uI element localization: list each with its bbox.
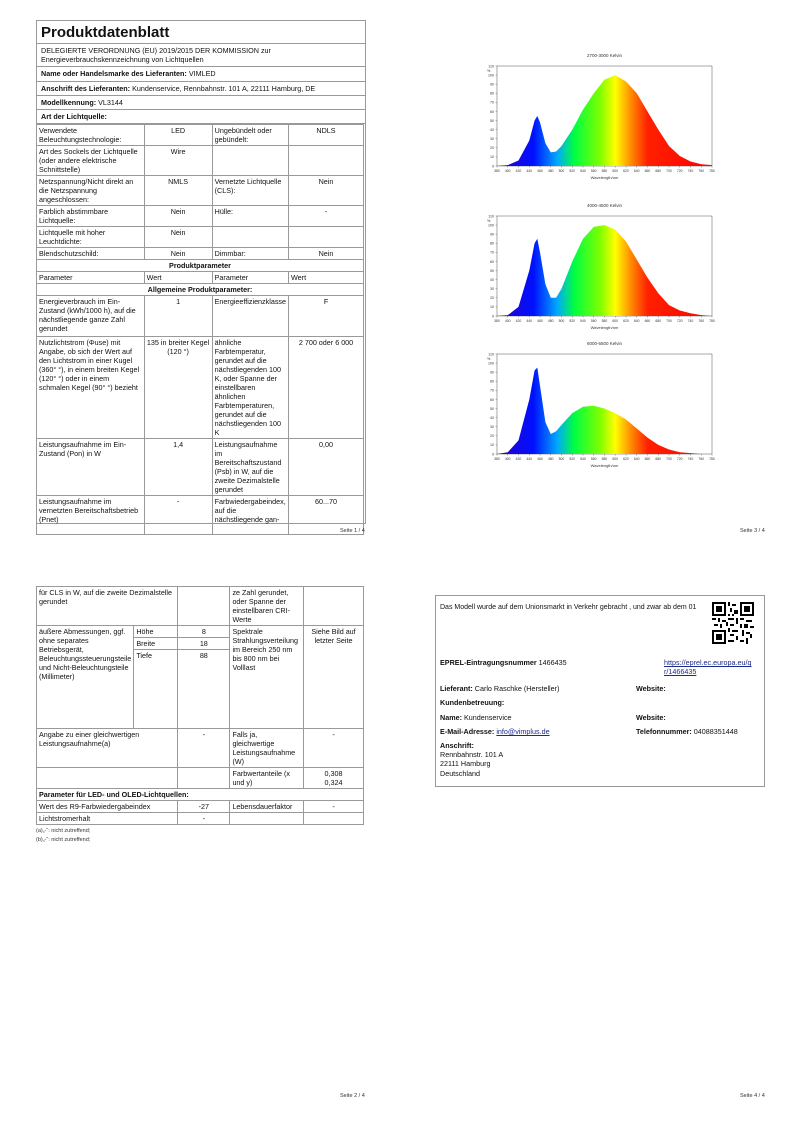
x-tick-label: 420 [515,457,522,461]
param-value-cell: 2 700 oder 6 000 [289,337,364,439]
param-value-cell: Wire [144,146,212,176]
x-tick-label: 740 [687,457,694,461]
color-coords-value [304,768,364,789]
color-x-value: 0,308 [324,769,343,778]
param-label-cell [212,227,288,248]
dimensions-label: äußere Abmessungen, ggf. ohne separates Betriebsgerät, Beleuchtungssteuerungsteile und Nicht-Beleuchtungsteile (Millimeter) [37,626,134,729]
x-tick-label: 420 [515,319,522,323]
website-label: Website: [636,684,666,693]
x-tick-label: 400 [504,169,511,173]
light-source-table [36,124,364,535]
param-label-cell: Hülle: [212,206,288,227]
eprel-value: 1466435 [538,658,567,667]
y-tick-label: 0 [492,314,494,319]
type-header: Art der Lichtquelle: [37,110,365,124]
empty-cell [178,768,230,789]
param-label-cell: Lichtquelle mit hoher Leuchtdichte: [37,227,145,248]
model-label: Modellkennung: [41,97,97,107]
param-value-cell: NMLS [144,176,212,206]
x-tick-label: 720 [676,457,683,461]
param-label-cell: Energieverbrauch im Ein-Zustand (kWh/1000 h), auf die nächstliegende ganze Zahl gerundet [37,296,145,337]
x-tick-label: 780 [709,169,715,173]
x-tick-label: 600 [612,457,619,461]
param-value-cell [289,146,364,176]
website-label-2: Website: [636,713,666,722]
param-value-cell: Nein [289,248,364,260]
name-label: Name: [440,713,462,722]
x-tick-label: 680 [655,169,662,173]
empty-cell [304,587,364,626]
param-label-cell: Nutzlichtstrom (Φuse) mit Angabe, ob sich der Wert auf den Lichtstrom in einer Kugel (360° °), in einem breiten Kegel (120° °) oder in einem schmalen Kegel (90° °) bezieht [37,337,145,439]
y-tick-label: 20 [490,434,494,439]
x-tick-label: 580 [601,457,608,461]
x-tick-label: 560 [590,169,597,173]
param-value-cell: 1,4 [144,439,212,496]
email-label: E-Mail-Adresse: [440,727,495,736]
x-tick-label: 660 [644,319,651,323]
param-value-cell: NDLS [289,125,364,146]
value-col-header-2: Wert [289,272,364,284]
param-label-cell: Art des Sockels der Lichtquelle (oder andere elektrische Schnittstelle) [37,146,145,176]
model-row [37,96,365,110]
color-y-value: 0,324 [324,778,343,787]
x-tick-label: 760 [698,169,705,173]
x-tick-label: 620 [623,169,629,173]
x-tick-label: 500 [558,319,565,323]
table-row [37,125,364,146]
y-tick-label: 80 [490,379,494,384]
y-tick-label: 60 [490,109,494,114]
y-tick-label: 50 [490,268,494,273]
x-tick-label: 560 [590,457,597,461]
x-axis-label: Wavelength/nm [590,463,619,468]
x-tick-label: 440 [526,169,533,173]
y-tick-label: 100 [488,361,494,366]
table-row [37,496,364,535]
color-coords-label: Farbwertanteile (x und y) [230,768,304,789]
market-intro: Das Modell wurde auf dem Unionsmarkt in Verkehr gebracht , und zwar ab dem 01 [440,604,697,611]
cont-left-cell: für CLS in W, auf die zweite Dezimalstelle gerundet [37,587,178,626]
life-factor-label: Lebensdauerfaktor [230,801,304,813]
y-tick-label: 50 [490,406,494,411]
x-tick-label: 780 [709,457,715,461]
page-number-4: Seite 4 / 4 [740,1093,765,1099]
supplier-value: Carlo Raschke (Hersteller) [474,684,560,693]
y-tick-label: 80 [490,241,494,246]
x-tick-label: 400 [504,457,511,461]
param-label-cell: Netzspannung/Nicht direkt an die Netzspannung angeschlossen: [37,176,145,206]
page-2-table [36,586,364,825]
supplier-row [37,67,365,81]
param-value-cell: 135 in breiter Kegel (120 °) [144,337,212,439]
x-tick-label: 720 [676,169,683,173]
dim-height-label: Höhe [134,626,178,638]
address-line-1: Rennbahnstr. 101 A [440,750,504,760]
maintenance-value: - [178,813,230,825]
param-value-cell: Nein [144,227,212,248]
x-tick-label: 380 [494,457,500,461]
y-axis-label: % [487,357,491,361]
table-row [37,227,364,248]
y-tick-label: 40 [490,127,494,132]
address-label: Anschrift: [440,741,474,750]
email-row [440,727,550,736]
param-col-header-2: Parameter [212,272,288,284]
chart-title: 2700-3000 Kelvin [586,53,623,58]
x-tick-label: 680 [655,319,662,323]
x-tick-label: 580 [601,169,608,173]
x-tick-label: 400 [504,319,511,323]
equiv-right-label: Falls ja, gleichwertige Leistungsaufnahme (W) [230,729,304,768]
page-4-sheet [435,595,765,787]
general-params-header: Allgemeine Produktparameter: [37,284,364,296]
param-label-cell: Leistungsaufnahme im Bereitschaftszustand (Psb) in W, auf die zweite Dezimalstelle gerundet [212,439,288,496]
model-value: VL3144 [98,97,123,107]
supplier-value: VIMLED [188,69,216,79]
param-value-cell: 60...70 [289,496,364,535]
x-tick-label: 640 [633,319,640,323]
x-tick-label: 540 [580,319,586,323]
x-axis-label: Wavelength/nm [590,175,619,180]
equiv-right-value: - [304,729,364,768]
spectrum-charts-svg [470,48,720,478]
footnote-b: (b)„-“: nicht zutreffend; [36,837,91,843]
address-value: Kundenservice, Rennbahnstr. 101 A, 22111 Hamburg, DE [132,83,316,93]
x-tick-label: 620 [623,457,629,461]
param-label-cell: Leistungsaufnahme im vernetzten Bereitschaftsbetrieb (Pnet) [37,496,145,535]
address-line-2: 22111 Hamburg [440,759,491,769]
y-axis-label: % [487,219,491,223]
y-tick-label: 30 [490,137,494,142]
phone-row [636,727,738,736]
chart-title: 6000-6500 Kelvin [586,341,623,346]
address-block [440,741,503,778]
y-tick-label: 100 [488,73,494,78]
x-tick-label: 600 [612,319,619,323]
y-tick-label: 50 [490,118,494,123]
eprel-label: EPREL-Eintragungsnummer [440,658,537,667]
supplier-label: Lieferant: [440,684,473,693]
y-tick-label: 0 [492,164,494,169]
param-value-cell: - [144,496,212,535]
x-tick-label: 740 [687,319,694,323]
life-factor-value: - [304,801,364,813]
x-tick-label: 700 [666,169,672,173]
qr-code-icon [712,602,754,644]
x-tick-label: 720 [676,319,683,323]
x-tick-label: 460 [537,457,543,461]
spectral-label: Spektrale Strahlungsverteilung im Bereich 250 nm bis 800 nm bei Volllast [230,626,304,729]
y-axis-label: % [487,69,491,73]
y-tick-label: 70 [490,388,494,393]
y-tick-label: 0 [492,452,494,457]
x-tick-label: 760 [698,457,705,461]
chart-title: 4000-4500 Kelvin [586,203,623,208]
param-label-cell: Farblich abstimmbare Lichtquelle: [37,206,145,227]
supplier-label: Name oder Handelsmarke des Lieferanten: [41,69,187,79]
equiv-value: - [178,729,230,768]
dim-depth-label: Tiefe [134,650,178,729]
param-value-cell: - [289,206,364,227]
equiv-label: Angabe zu einer gleichwertigen Leistungsaufnahme(a) [37,729,178,768]
empty-cell [178,587,230,626]
param-label-cell: Blendschutzschild: [37,248,145,260]
x-tick-label: 480 [547,319,554,323]
cont-right-cell: ze Zahl gerundet, oder Spanne der einstellbaren CRI-Werte [230,587,304,626]
x-tick-label: 680 [655,457,662,461]
address-row [37,82,365,96]
param-value-cell: F [289,296,364,337]
param-value-cell: 1 [144,296,212,337]
x-tick-label: 700 [666,457,672,461]
value-col-header: Wert [144,272,212,284]
param-value-cell: LED [144,125,212,146]
footnote-a: (a)„-“: nicht zutreffend; [36,828,91,834]
regulation-text: DELEGIERTE VERORDNUNG (EU) 2019/2015 DER KOMMISSION zur Energieverbrauchskennzeichnung von Lichtquellen [37,44,365,67]
x-tick-label: 480 [547,169,554,173]
spectrum-chart-2 [487,203,715,330]
x-tick-label: 780 [709,319,715,323]
y-tick-label: 60 [490,259,494,264]
x-tick-label: 420 [515,169,522,173]
customer-care-label: Kundenbetreuung: [440,698,505,707]
y-tick-label: 90 [490,82,494,87]
param-label-cell: Leistungsaufnahme im Ein-Zustand (Pon) in W [37,439,145,496]
address-line-3: Deutschland [440,768,480,778]
page-number-2: Seite 2 / 4 [340,1093,365,1099]
param-value-cell: Nein [289,176,364,206]
x-tick-label: 620 [623,319,629,323]
y-tick-label: 90 [490,370,494,375]
spectral-value: Siehe Bild auf letzter Seite [304,626,364,729]
phone-value: 04088351448 [693,727,738,736]
param-label-cell: Vernetzte Lichtquelle (CLS): [212,176,288,206]
x-tick-label: 520 [569,169,576,173]
param-value-cell: Nein [144,206,212,227]
dim-height-value: 8 [178,626,230,638]
param-label-cell: ähnliche Farbtemperatur, gerundet auf die nächstliegenden 100 K, oder Spanne der einstellbaren ähnlichen Farbtemperaturen, gerundet auf die nächstliegenden 100 K [212,337,288,439]
page-2-sheet [36,586,364,843]
y-tick-label: 80 [490,91,494,96]
x-tick-label: 380 [494,169,500,173]
x-tick-label: 440 [526,457,533,461]
x-tick-label: 460 [537,319,543,323]
x-tick-label: 600 [612,169,619,173]
y-tick-label: 90 [490,232,494,237]
x-tick-label: 520 [569,319,576,323]
param-label-cell: Farbwiedergabeindex, auf die nächstliegende gan- [212,496,288,535]
x-tick-label: 660 [644,169,651,173]
page-number-3: Seite 3 / 4 [740,528,765,534]
spectrum-chart-3 [487,341,715,468]
x-tick-label: 640 [633,169,640,173]
x-tick-label: 560 [590,319,597,323]
table-row [37,146,364,176]
x-tick-label: 580 [601,319,608,323]
empty-cell [304,813,364,825]
spectrum-chart-1 [487,53,715,180]
y-tick-label: 110 [488,214,494,219]
x-tick-label: 660 [644,457,651,461]
dim-depth-value: 88 [178,650,230,729]
empty-cell [37,768,178,789]
y-tick-label: 70 [490,100,494,105]
name-row [440,713,512,722]
dim-width-label: Breite [134,638,178,650]
y-tick-label: 20 [490,146,494,151]
table-row [37,439,364,496]
param-value-cell: 0,00 [289,439,364,496]
x-tick-label: 380 [494,319,500,323]
y-tick-label: 70 [490,250,494,255]
r9-value: -27 [178,801,230,813]
y-tick-label: 30 [490,425,494,430]
x-tick-label: 440 [526,319,533,323]
maintenance-label: Lichtstromerhalt [37,813,178,825]
y-tick-label: 110 [488,352,494,357]
y-tick-label: 60 [490,397,494,402]
y-tick-label: 10 [490,305,494,310]
x-tick-label: 740 [687,169,694,173]
y-tick-label: 100 [488,223,494,228]
r9-label: Wert des R9-Farbwiedergabeindex [37,801,178,813]
y-tick-label: 10 [490,155,494,160]
supplier-row [440,684,559,693]
eprel-row [440,658,567,667]
table-row [37,248,364,260]
email-link[interactable]: info@vimplus.de [496,727,550,736]
table-row [37,337,364,439]
document-title: Produktdatenblatt [37,21,365,44]
table-row [37,176,364,206]
y-tick-label: 10 [490,443,494,448]
x-tick-label: 480 [547,457,554,461]
x-tick-label: 540 [580,169,586,173]
empty-cell [230,813,304,825]
led-params-header: Parameter für LED- und OLED-Lichtquellen: [37,789,364,801]
y-tick-label: 20 [490,296,494,301]
y-tick-label: 30 [490,287,494,292]
param-label-cell: Ungebündelt oder gebündelt: [212,125,288,146]
x-tick-label: 500 [558,169,565,173]
param-col-header: Parameter [37,272,145,284]
param-value-cell: Nein [144,248,212,260]
phone-label: Telefonnummer: [636,727,692,736]
y-tick-label: 40 [490,277,494,282]
y-tick-label: 40 [490,415,494,420]
eprel-link[interactable]: https://eprel.ec.europa.eu/qr/1466435 [664,658,752,677]
x-tick-label: 520 [569,457,576,461]
page-1-sheet [36,20,366,524]
x-tick-label: 460 [537,169,543,173]
page-number-1: Seite 1 / 4 [340,528,365,534]
param-label-cell: Verwendete Beleuchtungstechnologie: [37,125,145,146]
param-label-cell: Energieeffizienzklasse [212,296,288,337]
x-tick-label: 640 [633,457,640,461]
spectrum-charts [470,48,720,478]
product-params-header: Produktparameter [37,260,364,272]
name-value: Kundenservice [463,713,512,722]
table-row [37,206,364,227]
x-axis-label: Wavelength/nm [590,325,619,330]
param-label-cell [212,146,288,176]
x-tick-label: 700 [666,319,672,323]
param-label-cell: Dimmbar: [212,248,288,260]
table-row [37,296,364,337]
param-value-cell [289,227,364,248]
x-tick-label: 540 [580,457,586,461]
address-label: Anschrift des Lieferanten: [41,83,131,93]
x-tick-label: 760 [698,319,705,323]
dim-width-value: 18 [178,638,230,650]
x-tick-label: 500 [558,457,565,461]
y-tick-label: 110 [488,64,494,69]
